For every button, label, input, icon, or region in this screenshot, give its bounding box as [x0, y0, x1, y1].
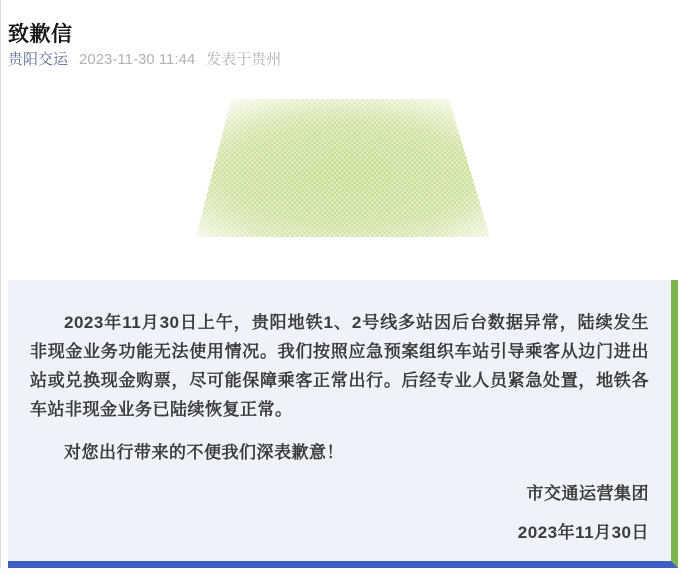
account-name-link[interactable]: 贵阳交运: [8, 51, 69, 68]
letter-date: 2023年11月30日: [517, 523, 649, 542]
window-left-edge: [0, 0, 1, 574]
publish-timestamp: 2023-11-30 11:44: [79, 51, 196, 68]
letter-signature: 市交通运营集团: [526, 484, 649, 503]
faded-green-hero-image[interactable]: [196, 99, 490, 237]
apology-letter-card[interactable]: [8, 280, 678, 568]
article-byline: [8, 48, 281, 69]
publish-location: 发表于贵州: [206, 51, 282, 68]
bottom-strip: [0, 568, 681, 574]
letter-paragraph-1: 2023年11月30日上午，贵阳地铁1、2号线多站因后台数据异常，陆续发生非现金业务功能无法使用情况。我们按照应急预案组织车站引导乘客从边门进出站或兑换现金购票，尽可能保障乘客正常出行。后经专业人员紧急处置，地铁各车站非现金业务已陆续恢复正常。: [30, 313, 649, 419]
article-title: 致歉信: [8, 23, 73, 47]
letter-paragraph-2: 对您出行带来的不便我们深表歉意！: [64, 443, 344, 462]
